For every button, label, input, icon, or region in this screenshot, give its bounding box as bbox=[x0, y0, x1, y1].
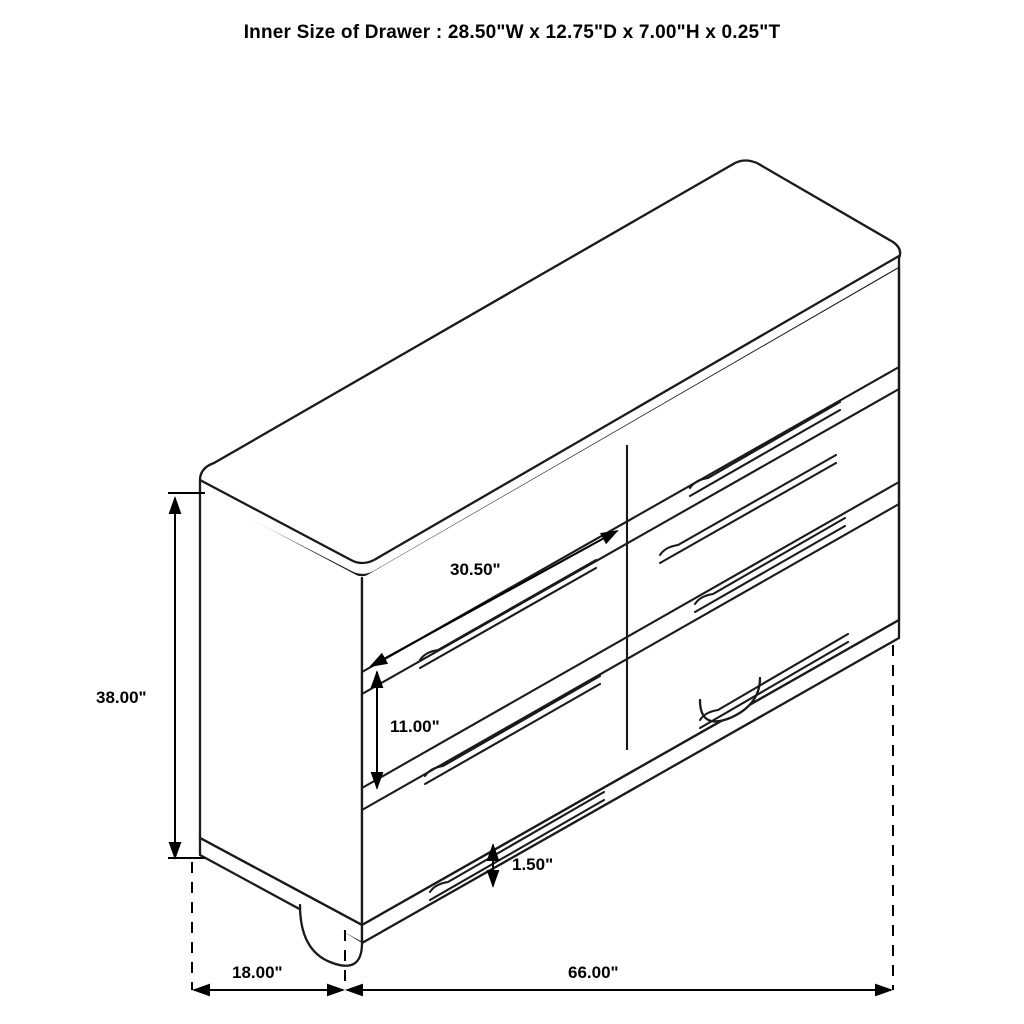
dim-label-drawer-height: 11.00" bbox=[390, 717, 440, 736]
dim-label-overall-width: 66.00" bbox=[568, 963, 619, 982]
diagram-title: Inner Size of Drawer : 28.50"W x 12.75"D x 7.00"H x 0.25"T bbox=[243, 22, 781, 43]
dim-label-overall-depth: 18.00" bbox=[232, 963, 283, 982]
dim-label-drawer-width: 30.50" bbox=[450, 560, 501, 579]
dim-label-overall-height: 38.00" bbox=[96, 688, 147, 707]
dim-label-base-height: 1.50" bbox=[512, 855, 554, 874]
